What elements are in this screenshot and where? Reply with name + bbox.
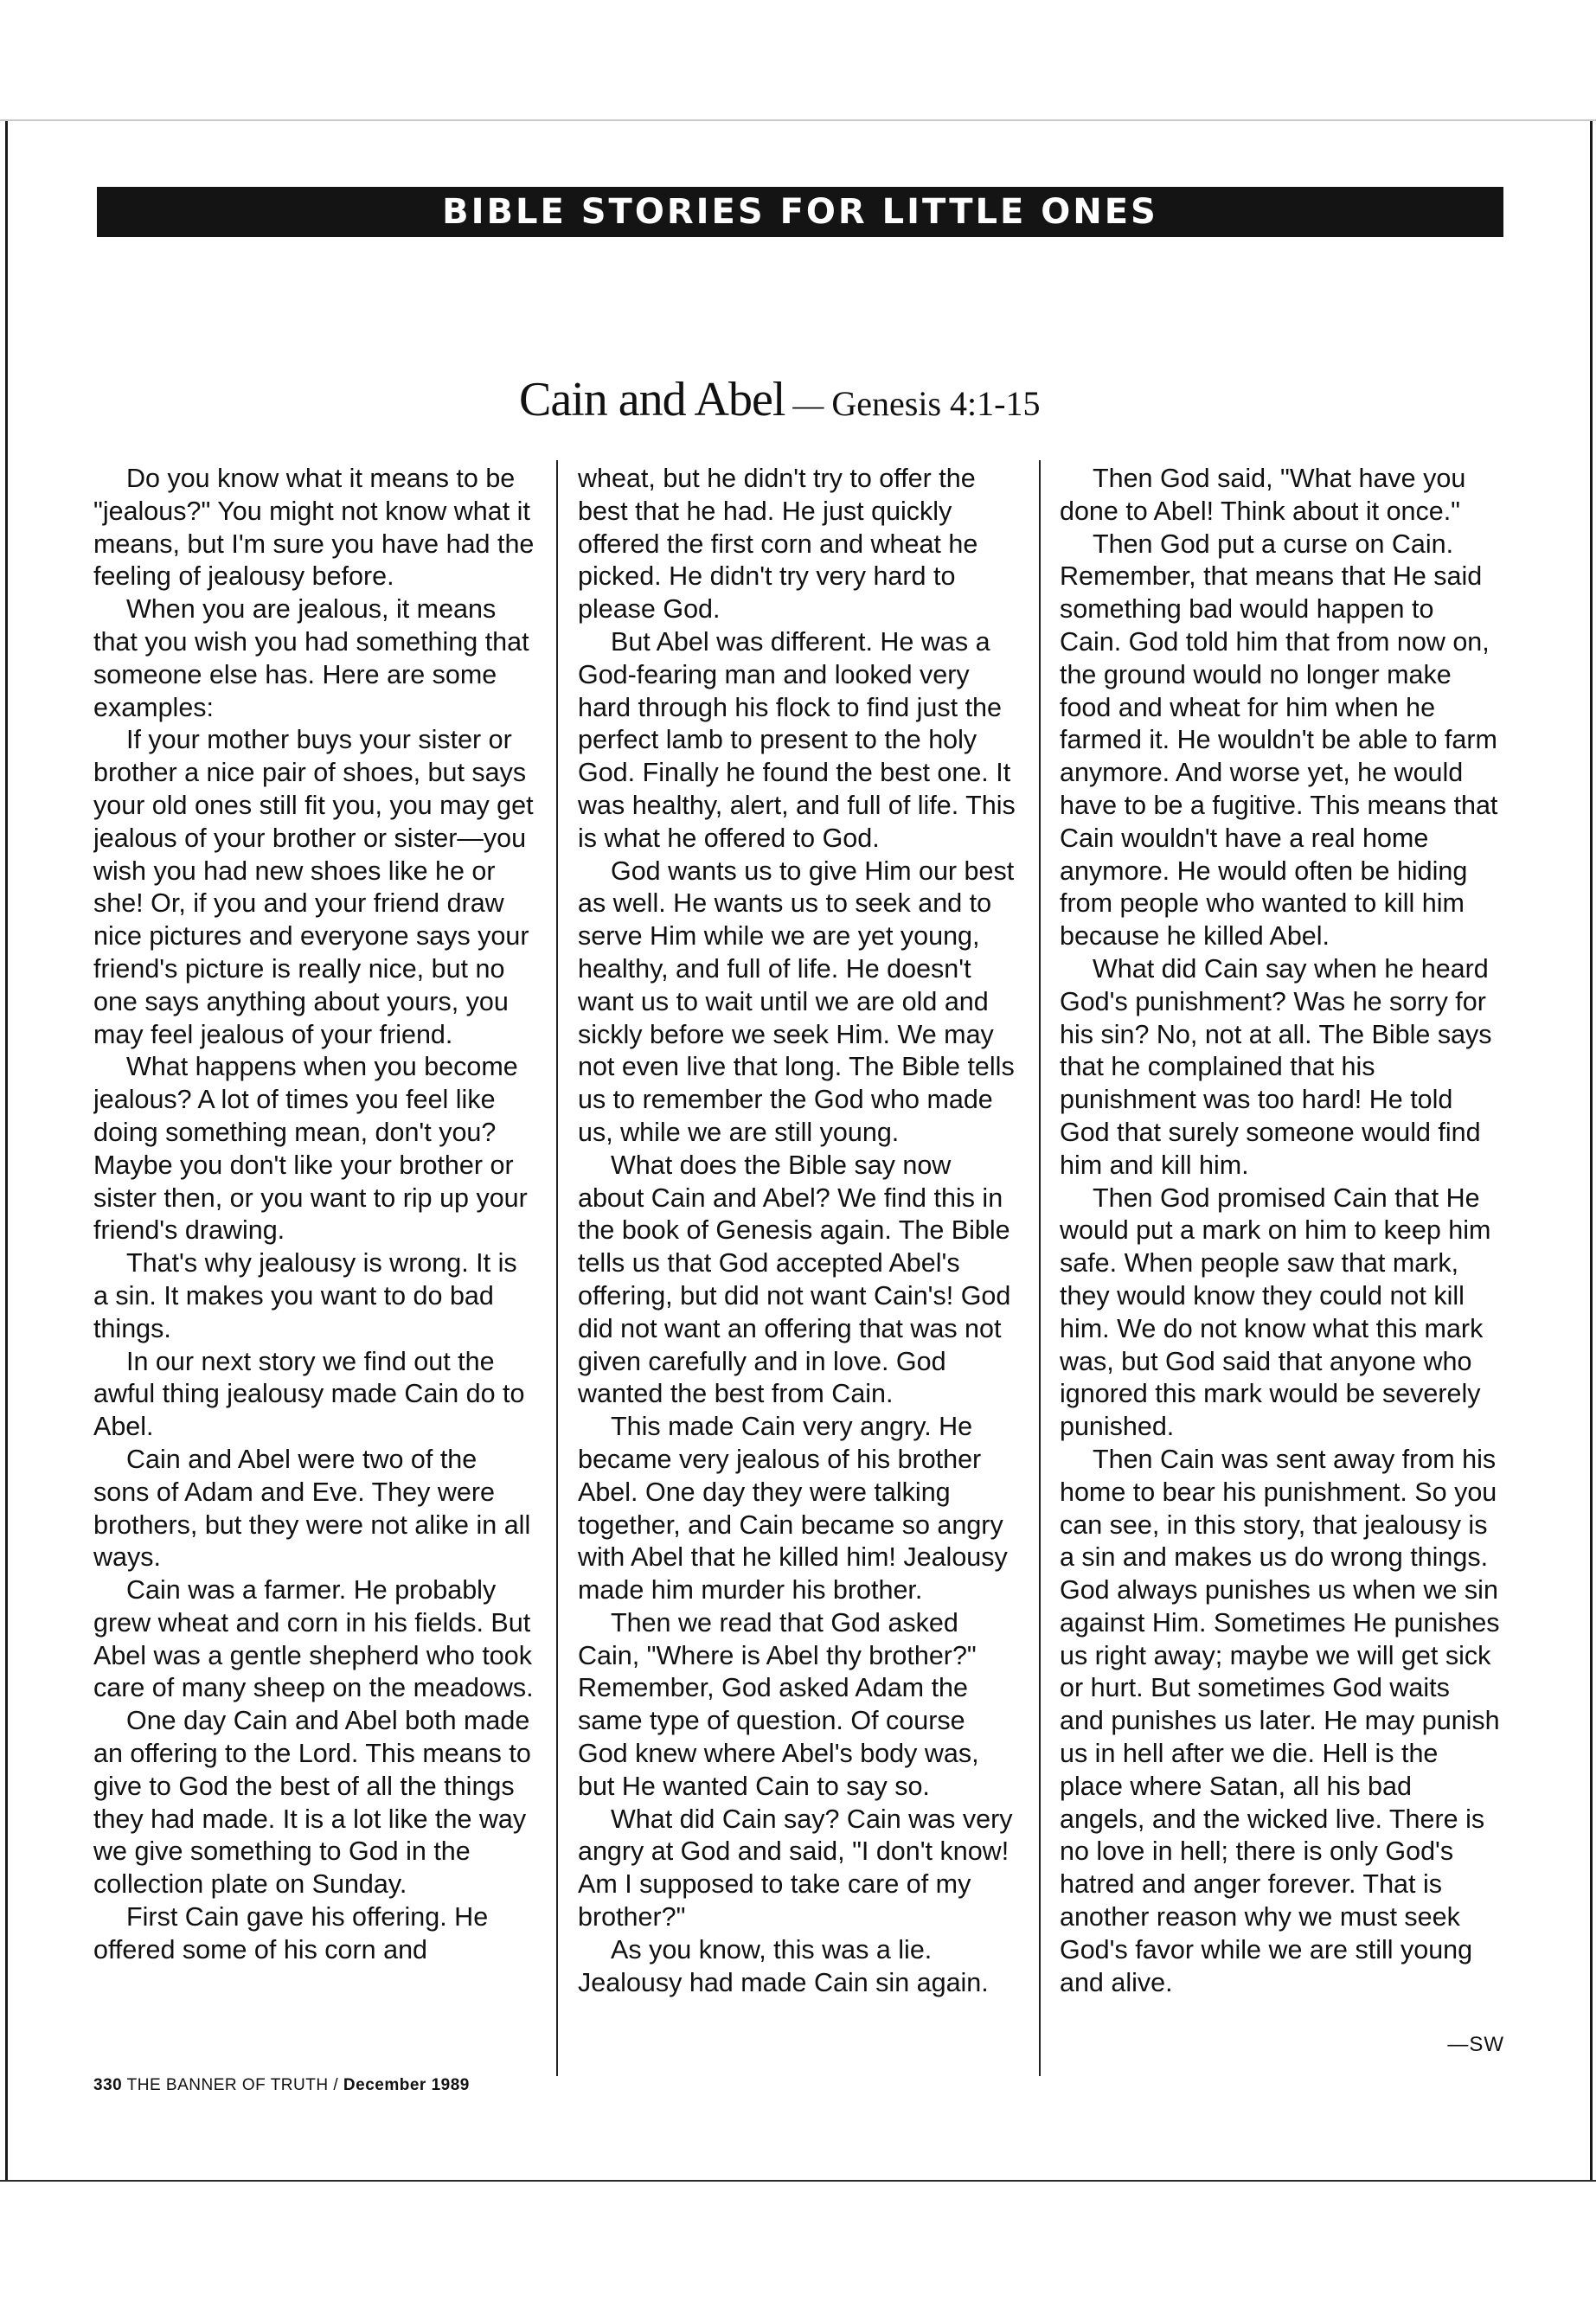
story-title bbox=[519, 372, 1176, 427]
paragraph: Cain was a farmer. He probably grew wheat and corn in his fields. But Abel was a gentle shepherd who took care of many sheep on the meadows. bbox=[93, 1575, 534, 1703]
publication-name: THE BANNER OF TRUTH / bbox=[122, 2076, 343, 2094]
paragraph: As you know, this was a lie. Jealousy had made Cain sin again. bbox=[578, 1934, 989, 1997]
paragraph: Then Cain was sent away from his home to bear his punishment. So you can see, in this story, that jealousy is a sin and makes us do wrong things. God always punishes us when we sin against Him. Sometimes He punishes us right away; maybe we will get sick or hurt. But sometimes God waits and punishes us later. He may punish us in hell after we die. Hell is the place where Satan, all his bad angels, and the wicked live. There is no love in hell; there is only God's hatred and anger forever. That is another reason why we must seek God's favor while we are still young and alive. bbox=[1060, 1444, 1500, 1997]
section-banner: BIBLE STORIES FOR LITTLE ONES bbox=[97, 187, 1503, 237]
paragraph: First Cain gave his offering. He offered some of his corn and bbox=[93, 1902, 489, 1965]
paragraph: Then God put a curse on Cain. Remember, that means that He said something bad would happen to Cain. God told him that from now on, the ground would no longer make food and wheat for him when he farmed it. He wouldn't be able to farm anymore. And worse yet, he would have to be a fugitive. This means that Cain wouldn't have a real home anymore. He would often be hiding from people who wanted to kill him because he killed Abel. bbox=[1060, 529, 1498, 952]
paragraph: What did Cain say? Cain was very angry at God and said, "I don't know! Am I supposed to take care of my brother?" bbox=[578, 1804, 1013, 1932]
paragraph: If your mother buys your sister or brother a nice pair of shoes, but says your old ones still fit you, you may get jealous of your brother or sister—you wish you had new shoes like he or she! Or, if you and your friend draw nice pictures and everyone says your friend's picture is really nice, but no one says anything about yours, you may feel jealous of your friend. bbox=[93, 725, 534, 1049]
paragraph: Cain and Abel were two of the sons of Adam and Eve. They were brothers, but they were not alike in all ways. bbox=[93, 1444, 531, 1573]
text-column-1 bbox=[93, 463, 535, 2076]
paragraph: wheat, but he didn't try to offer the best that he had. He just quickly offered the first corn and wheat he picked. He didn't try very hard to please God. bbox=[578, 464, 978, 625]
story-title-dash: — bbox=[785, 388, 832, 422]
text-column-3 bbox=[1060, 463, 1501, 2076]
paragraph: What happens when you become jealous? A lot of times you feel like doing something mean, don't you? Maybe you don't like your brother or sister then, or you want to rip up your friend's drawing. bbox=[93, 1052, 528, 1246]
paragraph: What did Cain say when he heard God's punishment? Was he sorry for his sin? No, not at all. The Bible says that he complained that his punishment was too hard! He told God that surely someone would find him and kill him. bbox=[1060, 953, 1492, 1180]
paragraph: Do you know what it means to be "jealous?" You might not know what it means, but I'm sure you have had the feeling of jealousy before. bbox=[93, 464, 535, 592]
paragraph: Then we read that God asked Cain, "Where is Abel thy brother?" Remember, God asked Adam the same type of question. Of course God knew where Abel's body was, but He wanted Cain to say so. bbox=[578, 1607, 979, 1801]
issue-date: December 1989 bbox=[343, 2076, 470, 2094]
author-signature: —SW bbox=[1447, 2033, 1504, 2056]
scan-edge-left bbox=[5, 121, 8, 2180]
paragraph: Then God promised Cain that He would put a mark on him to keep him safe. When people saw that mark, they would know they could not kill him. We do not know what this mark was, but God said that anyone who ignored this mark would be severely punished. bbox=[1060, 1183, 1491, 1442]
scan-edge-bottom bbox=[0, 2180, 1596, 2182]
paragraph: Then God said, "What have you done to Abel! Think about it once." bbox=[1060, 464, 1466, 526]
text-column-2 bbox=[578, 463, 1019, 2076]
paragraph: This made Cain very angry. He became very jealous of his brother Abel. One day they were talking together, and Cain became so angry with Abel that he killed him! Jealousy made him murder his brother. bbox=[578, 1412, 1008, 1606]
paragraph: But Abel was different. He was a God-fearing man and looked very hard through his flock to find just the perfect lamb to present to the holy God. Finally he found the best one. It was healthy, alert, and full of life. This is what he offered to God. bbox=[578, 626, 1016, 853]
page-footer bbox=[93, 2076, 470, 2095]
paragraph: When you are jealous, it means that you wish you had something that someone else has. Here are some examples: bbox=[93, 594, 529, 722]
scripture-reference: Genesis 4:1-15 bbox=[831, 384, 1041, 423]
paragraph: What does the Bible say now about Cain and Abel? We find this in the book of Genesis again. The Bible tells us that God accepted Abel's offering, but did not want Cain's! God did not want an offering that was not given carefully and in love. God wanted the best from Cain. bbox=[578, 1150, 1011, 1409]
paragraph: That's why jealousy is wrong. It is a sin. It makes you want to do bad things. bbox=[93, 1248, 517, 1343]
story-title-main: Cain and Abel bbox=[519, 373, 785, 426]
scan-edge-top bbox=[0, 119, 1596, 121]
page-number: 330 bbox=[93, 2076, 123, 2094]
column-divider bbox=[1039, 460, 1041, 2076]
scan-edge-right bbox=[1590, 121, 1593, 2180]
paragraph: One day Cain and Abel both made an offering to the Lord. This means to give to God the best of all the things they had made. It is a lot like the way we give something to God in the collection plate on Sunday. bbox=[93, 1706, 531, 1900]
column-divider bbox=[556, 460, 558, 2076]
paragraph: God wants us to give Him our best as well. He wants us to seek and to serve Him while we are yet young, healthy, and full of life. He doesn't want us to wait until we are old and sickly before we seek Him. We may not even live that long. The Bible tells us to remember the God who made us, while we are still young. bbox=[578, 856, 1015, 1147]
paragraph: In our next story we find out the awful thing jealousy made Cain do to Abel. bbox=[93, 1346, 525, 1442]
